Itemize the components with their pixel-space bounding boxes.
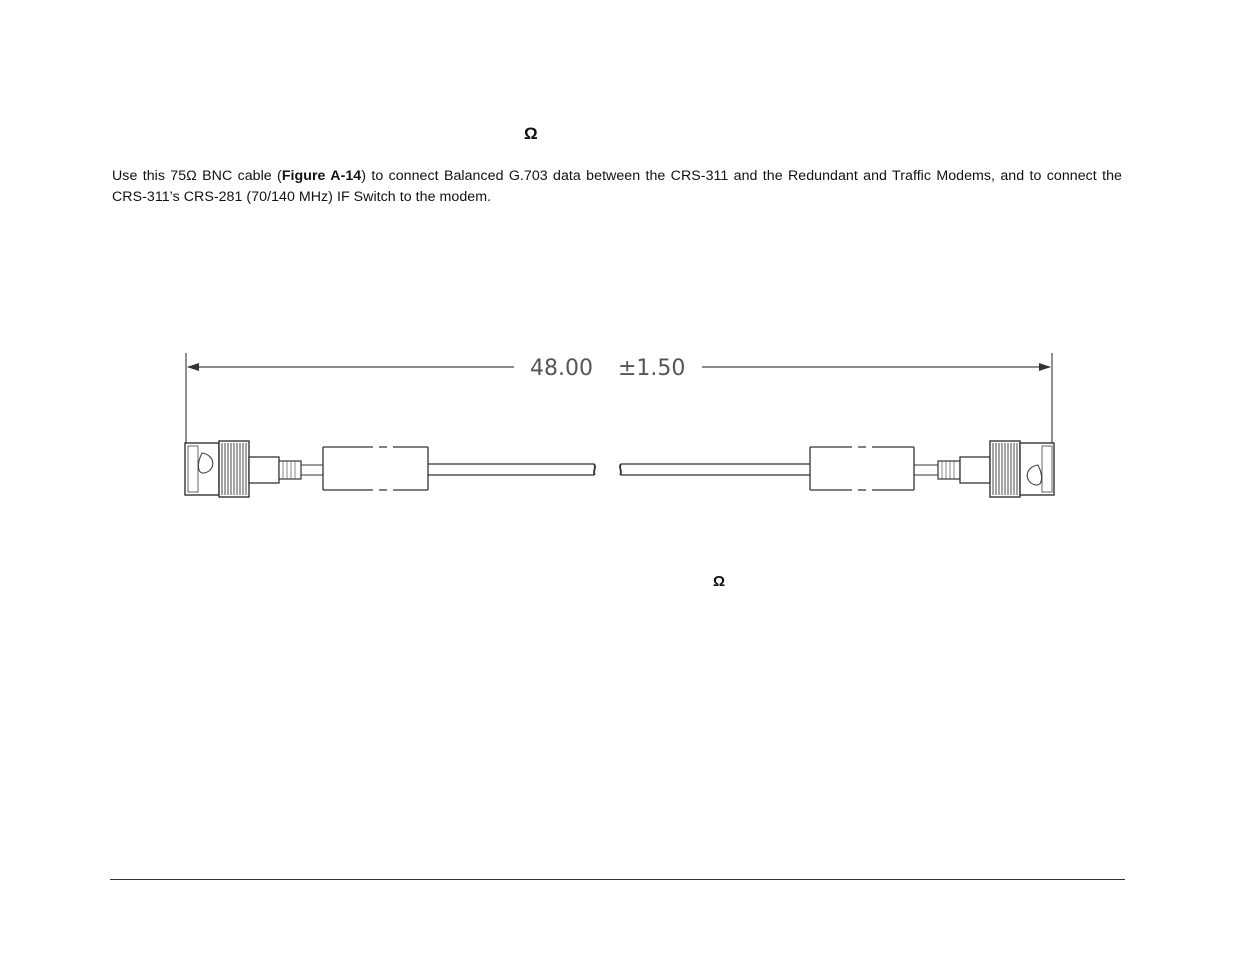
paragraph-text-end: ) to connect Balanced G.703 data between the CRS-311 and the Redundant and Traffic Modems, and to connect the CRS-311’s CRS-281 (70/140 MHz) IF Switch to the modem. [112,168,1122,205]
dimension-tolerance: ±1.50 [618,356,686,381]
left-ferrite-sleeve [323,447,428,490]
left-cable-segment [428,464,595,475]
right-ferrite-sleeve [810,447,914,490]
cable-diagram [178,345,1063,510]
paragraph-text-start: Use this 75Ω BNC cable ( [112,168,282,184]
figure-reference: Figure A-14 [281,168,362,184]
body-paragraph [112,166,1122,208]
right-bnc-connector [914,441,1054,497]
bnc-cable-drawing [178,345,1063,510]
dimension-value: 48.00 [530,356,593,381]
section-heading: Ω [524,124,538,143]
footer-rule [110,879,1125,880]
left-bnc-connector [185,441,323,497]
figure-caption: Ω [713,573,726,590]
right-cable-segment [620,464,810,475]
